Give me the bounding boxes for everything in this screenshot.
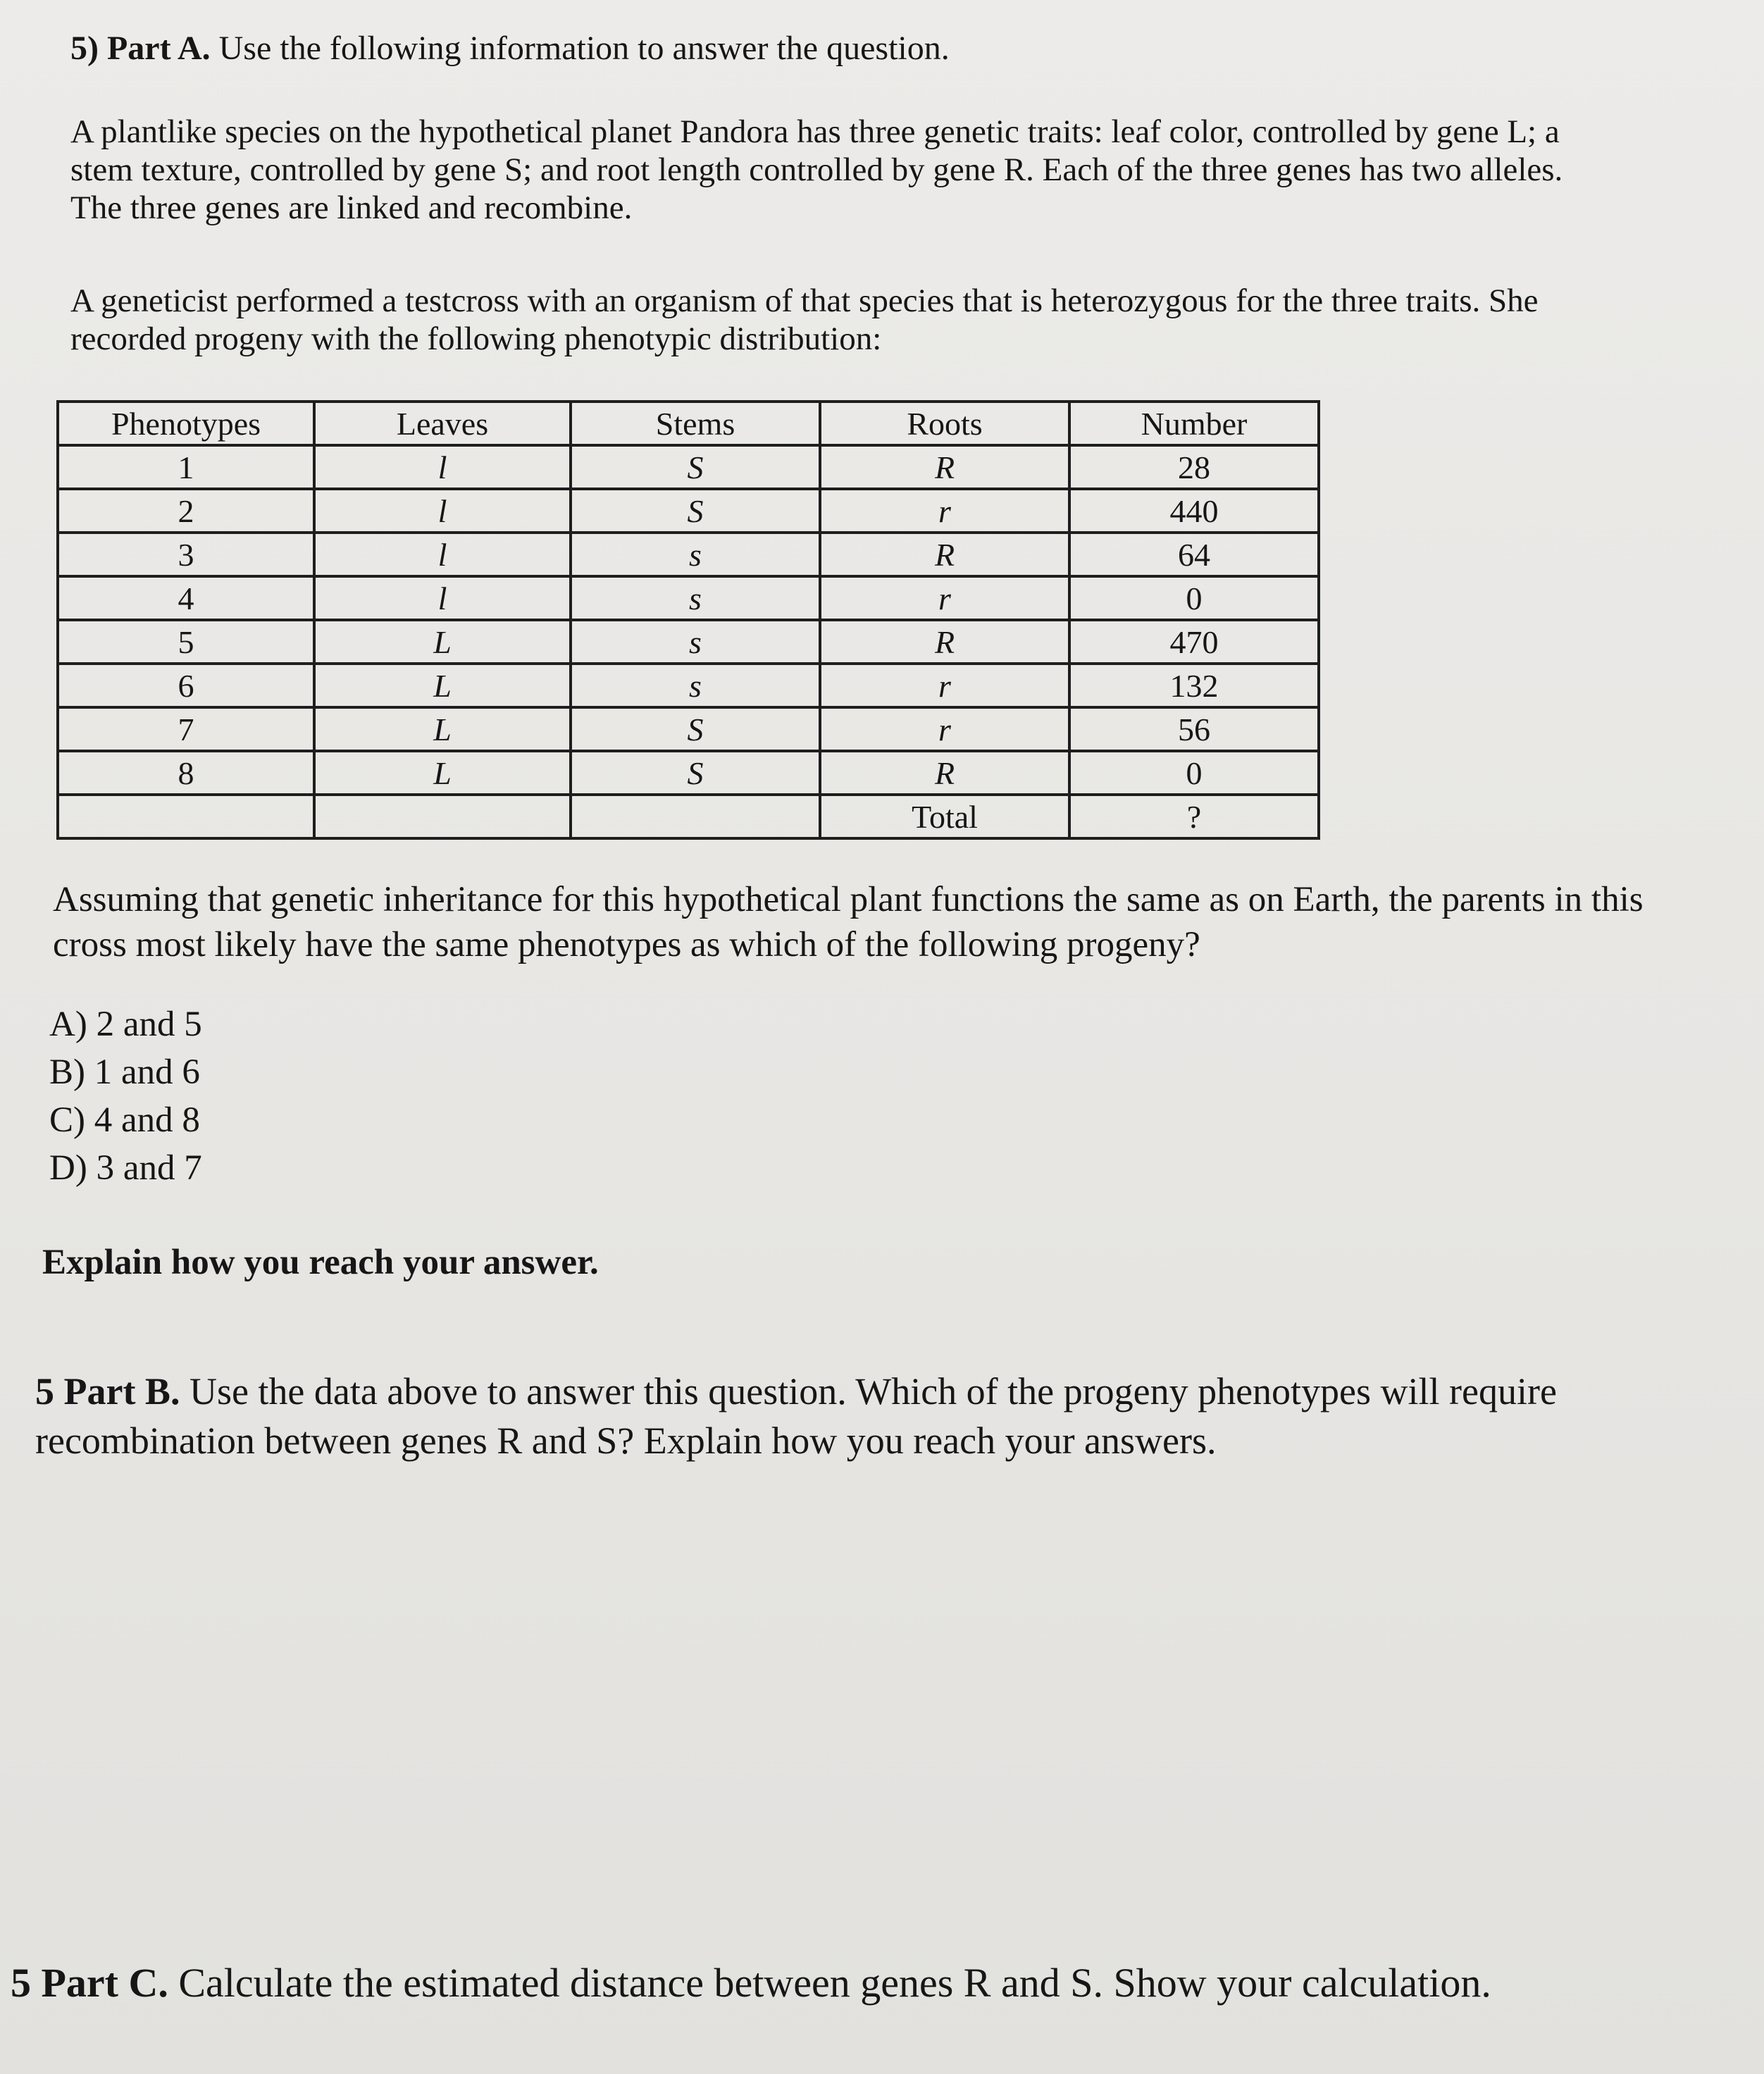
part-c-question [11,1958,1737,2008]
table-row [58,445,1319,489]
table-row [58,620,1319,664]
part-a-instruction: Use the following information to answer the question. [210,30,950,67]
testcross-description: A geneticist performed a testcross with an organism of that species that is heterozygous for the three traits. She recorded progeny with the following phenotypic distribution: [70,282,1539,357]
phenotype-id: 3 [58,533,314,576]
stems-allele: S [571,751,820,795]
progeny-count: 0 [1069,751,1319,795]
leaves-allele: l [314,445,571,489]
stems-allele: S [571,445,820,489]
roots-allele: R [820,751,1069,795]
roots-allele: r [820,489,1069,533]
part-c-label: 5 Part C. [11,1960,168,2006]
header-number: Number [1069,402,1319,445]
phenotype-id: 2 [58,489,314,533]
species-description: A plantlike species on the hypothetical planet Pandora has three genetic traits: leaf color, controlled by gene L; a stem texture, controlled by gene S; and root length controlled by gene R. Each of the three genes has two alleles. The three genes are linked and recombine. [70,113,1563,226]
leaves-allele: l [314,576,571,620]
choice-c: C) 4 and 8 [49,1100,200,1140]
progeny-count: 470 [1069,620,1319,664]
progeny-count: 0 [1069,576,1319,620]
part-c-text: Calculate the estimated distance between genes R and S. Show your calculation. [168,1960,1491,2006]
header-roots: Roots [820,402,1069,445]
leaves-allele: L [314,620,571,664]
question-text: Assuming that genetic inheritance for this hypothetical plant functions the same as on Earth, the parents in this cross most likely have the same phenotypes as which of the following progeny? [53,880,1644,964]
empty-cell [314,795,571,838]
header-phenotypes: Phenotypes [58,402,314,445]
table-row [58,751,1319,795]
stems-allele: s [571,620,820,664]
answer-choices [49,1000,1670,1192]
leaves-allele: L [314,707,571,751]
phenotype-id: 6 [58,664,314,707]
header-stems: Stems [571,402,820,445]
table-header-row [58,402,1319,445]
roots-allele: R [820,620,1069,664]
part-b-label: 5 Part B. [35,1370,180,1412]
table-total-row [58,795,1319,838]
header-leaves: Leaves [314,402,571,445]
stems-allele: s [571,533,820,576]
phenotype-id: 8 [58,751,314,795]
leaves-allele: l [314,533,571,576]
table-row [58,576,1319,620]
roots-allele: r [820,664,1069,707]
table-row [58,489,1319,533]
choice-a: A) 2 and 5 [49,1005,202,1044]
total-label: Total [820,795,1069,838]
leaves-allele: L [314,751,571,795]
part-b-question [35,1367,1726,1465]
empty-cell [571,795,820,838]
roots-allele: r [820,576,1069,620]
progeny-count: 28 [1069,445,1319,489]
table-row [58,707,1319,751]
choice-d: D) 3 and 7 [49,1148,202,1188]
leaves-allele: L [314,664,571,707]
roots-allele: r [820,707,1069,751]
roots-allele: R [820,445,1069,489]
stems-allele: S [571,489,820,533]
phenotype-id: 4 [58,576,314,620]
phenotype-id: 1 [58,445,314,489]
roots-allele: R [820,533,1069,576]
phenotype-id: 7 [58,707,314,751]
choice-b: B) 1 and 6 [49,1052,200,1092]
progeny-count: 132 [1069,664,1319,707]
stems-allele: S [571,707,820,751]
table-row [58,664,1319,707]
explain-prompt: Explain how you reach your answer. [42,1243,599,1282]
phenotype-id: 5 [58,620,314,664]
total-value: ? [1069,795,1319,838]
part-a-label: 5) Part A. [70,30,211,67]
progeny-count: 64 [1069,533,1319,576]
part-b-text: Use the data above to answer this question. Which of the progeny phenotypes will require recombination between genes R and S? Explain how you reach your answers. [35,1370,1557,1462]
stems-allele: s [571,576,820,620]
phenotype-table [56,400,1320,840]
table-row [58,533,1319,576]
part-a-heading [70,28,1691,69]
leaves-allele: l [314,489,571,533]
empty-cell [58,795,314,838]
progeny-count: 56 [1069,707,1319,751]
progeny-count: 440 [1069,489,1319,533]
stems-allele: s [571,664,820,707]
